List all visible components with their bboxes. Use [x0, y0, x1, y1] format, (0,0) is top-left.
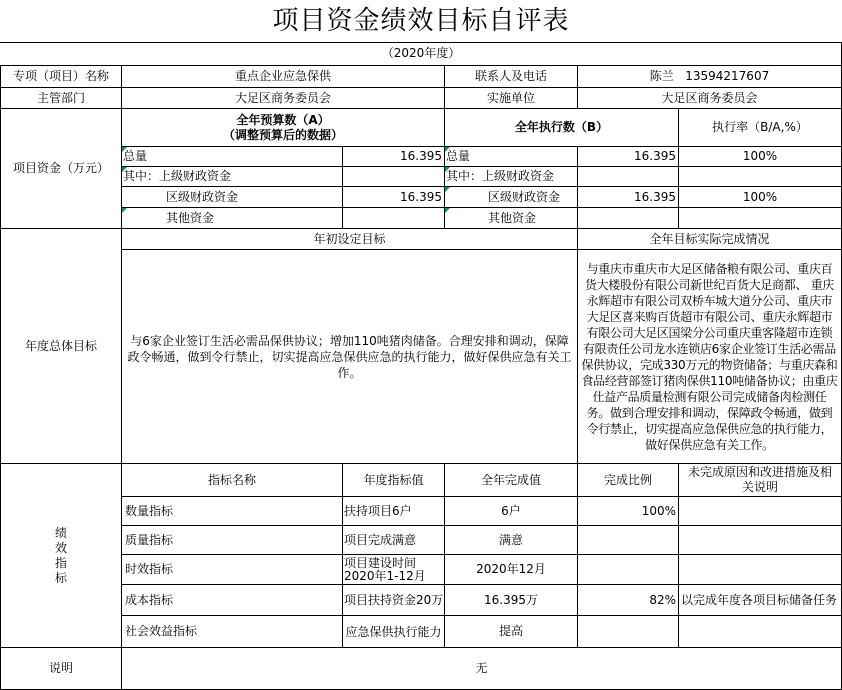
indicator-social-benefit: 社会效益指标 — [125, 624, 198, 638]
indicator-social-benefit-ratio — [578, 616, 678, 647]
indicator-timeliness-actual: 2020年12月 — [476, 562, 546, 576]
funds-row-other-exec — [578, 208, 678, 228]
set-goal-text: 与6家企业签订生活必需品保供协议；增加110吨猪肉储备。合理安排和调动，保障政令畅通，做到令行禁止，切实提高应急保供应急的执行能力，做好保供应急有关工作。 — [127, 333, 572, 380]
funds-row-district-rate: 100% — [742, 189, 778, 204]
comment-marker-icon — [445, 208, 450, 213]
implementer-value: 大足区商务委员会 — [661, 90, 758, 105]
indicator-cost-reason: 以完成年度各项目标储备任务 — [681, 593, 838, 607]
indicator-quality-reason — [679, 526, 841, 554]
project-name-label: 专项（项目）名称 — [12, 69, 109, 83]
indicator-quantity-actual: 6户 — [501, 503, 521, 518]
indicator-timeliness-target: 项目建设时间2020年1-12月 — [344, 556, 426, 583]
comment-marker-icon — [122, 147, 127, 152]
note-label: 说明 — [48, 661, 73, 675]
funds-row-district-label: 区级财政资金 — [166, 189, 239, 204]
set-goal-header: 年初设定目标 — [313, 231, 386, 246]
funds-row-total-label: 总量 — [123, 149, 148, 163]
funds-row-other-label: 其他资金 — [166, 210, 215, 225]
department-value: 大足区商务委员会 — [234, 90, 331, 105]
funds-row-total-budget: 16.395 — [400, 149, 442, 163]
indicator-cost-actual: 16.395万 — [484, 592, 538, 607]
funds-row-other-rate — [679, 208, 841, 228]
header-target: 年度指标值 — [363, 472, 424, 487]
contact-value: 陈兰 13594217607 — [649, 69, 770, 83]
header-indicator-name: 指标名称 — [207, 472, 256, 487]
budget-header: 全年预算数（A） （调整预算后的数据） — [222, 112, 343, 142]
funds-row-upper-rate — [679, 167, 841, 186]
comment-marker-icon — [445, 187, 450, 192]
performance-label: 绩 效 指 标 — [54, 525, 67, 585]
indicator-timeliness-ratio — [578, 555, 678, 584]
indicator-social-benefit-actual: 提高 — [498, 624, 523, 638]
indicator-timeliness-reason — [679, 555, 841, 584]
comment-marker-icon — [445, 147, 450, 152]
funds-row-district-exec: 16.395 — [634, 189, 676, 204]
comment-marker-icon — [122, 208, 127, 213]
indicator-cost-ratio: 82% — [649, 592, 676, 607]
funds-row-total-exec-label: 总量 — [446, 149, 471, 163]
funds-row-upper-label: 其中：上级财政资金 — [123, 169, 232, 183]
implementer-label: 实施单位 — [486, 90, 535, 105]
contact-label: 联系人及电话 — [474, 69, 547, 83]
indicator-quality-target: 项目完成满意 — [344, 532, 417, 547]
project-name-value: 重点企业应急保供 — [234, 69, 331, 83]
actual-goal-header: 全年目标实际完成情况 — [649, 231, 770, 246]
header-actual: 全年完成值 — [480, 472, 541, 487]
page-title: 项目资金绩效目标自评表 — [272, 6, 570, 36]
funds-row-upper-budget — [343, 167, 444, 186]
funds-row-upper-exec-label: 其中：上级财政资金 — [446, 169, 555, 183]
header-reason: 未完成原因和改进措施及相关说明 — [687, 465, 832, 494]
funds-row-total-exec: 16.395 — [634, 149, 676, 163]
funds-row-other-budget — [343, 208, 444, 228]
indicator-cost: 成本指标 — [125, 592, 174, 607]
indicator-quantity-target: 扶持项目6户 — [344, 503, 412, 518]
funds-label: 项目资金（万元） — [12, 161, 109, 175]
department-label: 主管部门 — [36, 90, 85, 105]
funds-row-district-exec-label: 区级财政资金 — [488, 189, 561, 204]
year-label: （2020年度） — [381, 45, 461, 60]
funds-row-other-exec-label: 其他资金 — [488, 210, 537, 225]
indicator-cost-target: 项目扶持资金20万 — [344, 592, 444, 607]
indicator-quantity-ratio: 100% — [641, 503, 676, 518]
comment-marker-icon — [122, 167, 127, 172]
funds-row-district-budget: 16.395 — [400, 189, 442, 204]
rate-header: 执行率（B/A,%） — [712, 120, 808, 134]
table-border — [0, 42, 842, 43]
indicator-quality: 质量指标 — [125, 532, 174, 547]
indicator-quantity: 数量指标 — [125, 503, 174, 518]
note-value: 无 — [475, 661, 488, 675]
indicator-social-benefit-target: 应急保供执行能力 — [345, 624, 442, 639]
funds-row-total-rate: 100% — [742, 149, 778, 163]
header-ratio: 完成比例 — [603, 472, 652, 487]
funds-row-upper-exec — [578, 167, 678, 186]
indicator-quality-actual: 满意 — [498, 532, 523, 547]
indicator-quantity-reason — [679, 497, 841, 525]
comment-marker-icon — [445, 167, 450, 172]
indicator-timeliness: 时效指标 — [125, 562, 174, 576]
actual-goal-text: 与重庆市重庆市大足区储备粮有限公司、重庆百货大楼股份有限公司新世纪百货大足商都、 重庆永辉超市有限公司双桥车城大道分公司、重庆市大足区喜来购百货超市有限公司、重庆永辉超市有限公司大足区国梁分公司重庆重客隆超市连锁有限责任公司龙水连锁店6家企业签订生活必需品保供协议，完成330万元的物资储备；与重庆森和食品经营部签订猪肉保供110吨储备协议；由重庆仕益产品质量检测有限公司完成储备肉检测任务。做到合理安排和调动，保障政令畅通，做到令行禁止，切实提高应急保供应急的执行能力，做好保供应急有关工作。 — [581, 261, 838, 452]
indicator-quality-ratio — [578, 526, 678, 554]
indicator-social-benefit-reason — [679, 616, 841, 647]
exec-header: 全年执行数（B） — [514, 120, 609, 134]
annual-goal-label: 年度总体目标 — [24, 338, 97, 353]
